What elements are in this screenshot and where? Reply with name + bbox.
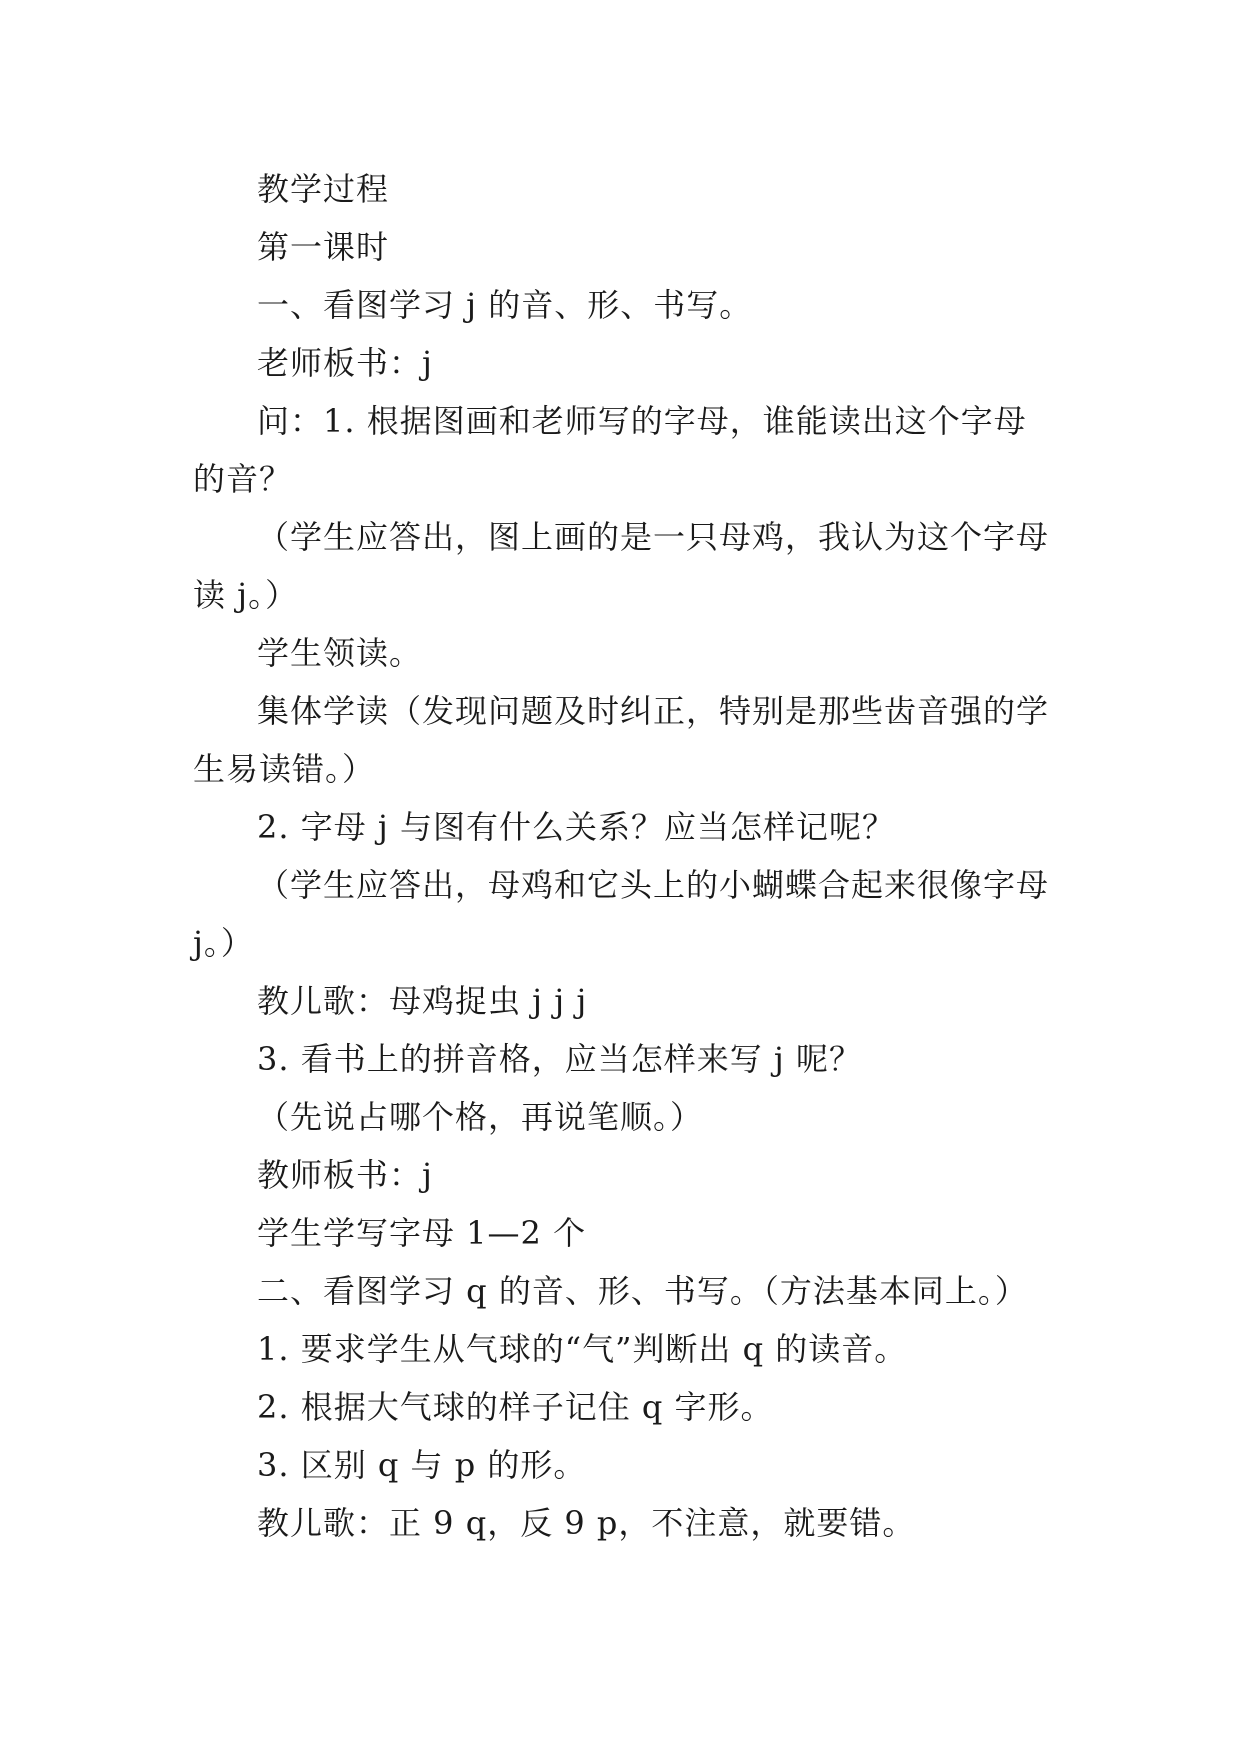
- document-body: [193, 160, 1061, 1552]
- paragraph: 学生学写字母 1—2 个: [257, 1214, 587, 1252]
- paragraph: （先说占哪个格，再说笔顺。）: [257, 1098, 704, 1136]
- paragraph: （学生应答出，图上画的是一只母鸡，我认为这个字母读 j。）: [193, 518, 1050, 614]
- paragraph: 2. 字母 j 与图有什么关系？应当怎样记呢？: [257, 808, 895, 846]
- paragraph-lesson-heading: 第一课时: [257, 228, 390, 266]
- paragraph: 3. 看书上的拼音格，应当怎样来写 j 呢？: [257, 1040, 862, 1078]
- paragraph: 集体学读（发现问题及时纠正，特别是那些齿音强的学生易读错。）: [193, 692, 1050, 788]
- paragraph: 二、看图学习 q 的音、形、书写。（方法基本同上。）: [257, 1272, 1028, 1310]
- paragraph: （学生应答出，母鸡和它头上的小蝴蝶合起来很像字母 j。）: [193, 866, 1061, 962]
- paragraph: 3. 区别 q 与 p 的形。: [257, 1446, 587, 1484]
- paragraph: 2. 根据大气球的样子记住 q 字形。: [257, 1388, 774, 1426]
- paragraph: 学生领读。: [257, 634, 423, 672]
- paragraph: 教儿歌：母鸡捉虫 j j j: [257, 982, 588, 1020]
- paragraph: 一、看图学习 j 的音、形、书写。: [257, 286, 753, 324]
- paragraph-section-heading: 教学过程: [257, 170, 390, 208]
- paragraph: 教师板书：j: [257, 1156, 433, 1194]
- paragraph: 1. 要求学生从气球的“气”判断出 q 的读音。: [257, 1330, 908, 1368]
- paragraph: 教儿歌：正 9 q，反 9 p，不注意，就要错。: [257, 1504, 916, 1542]
- paragraph: 老师板书：j: [257, 344, 433, 382]
- paragraph: 问：1. 根据图画和老师写的字母，谁能读出这个字母的音？: [193, 402, 1027, 498]
